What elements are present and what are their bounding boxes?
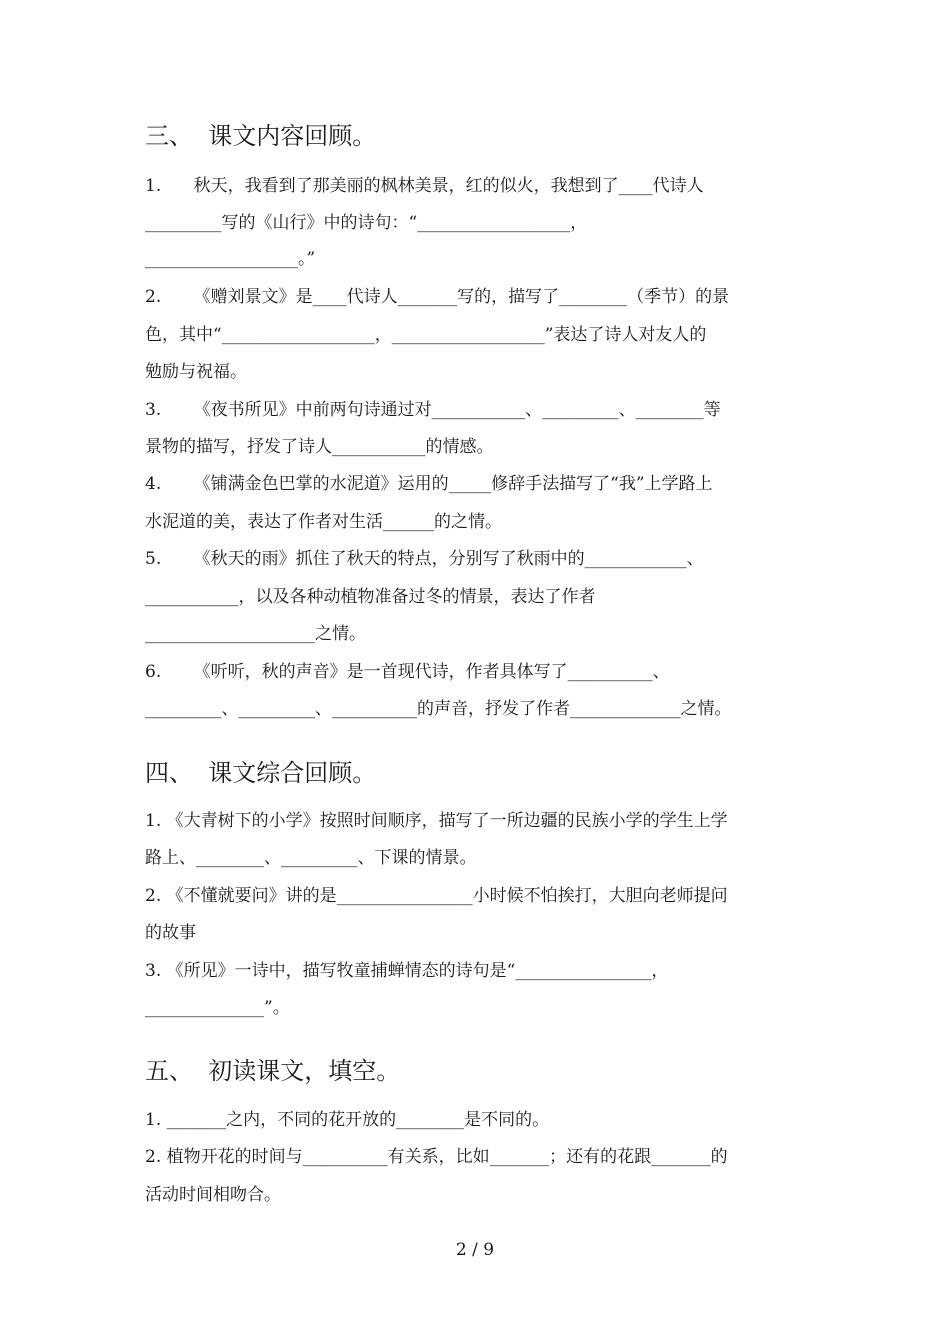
section-3-line: ____________________之情。 [145, 624, 366, 644]
section-5-title: 五、 初读课文，填空。 [145, 1057, 401, 1085]
section-3-line: ___________，以及各种动植物准备过冬的情景，表达了作者 [145, 587, 596, 607]
section-3-line: 水泥道的美，表达了作者对生活______的之情。 [145, 512, 502, 532]
section-4-line: ______________”。 [145, 998, 290, 1018]
section-3-line: _________、_________、__________的声音，抒发了作者_____________之情。 [145, 699, 732, 719]
section-3-line: 6. 《听听，秋的声音》是一首现代诗，作者具体写了__________、 [145, 662, 670, 682]
section-3-line: 1. 秋天，我看到了那美丽的枫林美景，红的似火，我想到了____代诗人 [145, 176, 704, 196]
section-5-line: 活动时间相吻合。 [145, 1185, 281, 1205]
section-3-line: 4. 《铺满金色巴掌的水泥道》运用的_____修辞手法描写了“我”上学路上 [145, 474, 713, 494]
section-5-line: 1. _______之内，不同的花开放的________是不同的。 [145, 1110, 550, 1130]
section-5-line: 2. 植物开花的时间与__________有关系，比如_______；还有的花跟_______的 [145, 1147, 728, 1167]
section-3-line: 5. 《秋天的雨》抓住了秋天的特点，分别写了秋雨中的____________、 [145, 549, 704, 569]
section-4-line: 路上、________、_________、下课的情景。 [145, 848, 477, 868]
section-3-line: 景物的描写，抒发了诗人___________的情感。 [145, 437, 494, 457]
section-3-title: 三、 课文内容回顾。 [145, 122, 377, 150]
section-3-line: _________写的《山行》中的诗句：“__________________， [145, 213, 588, 233]
section-4-title: 四、 课文综合回顾。 [145, 759, 377, 787]
section-3-line: 3. 《夜书所见》中前两句诗通过对___________、_________、________等 [145, 400, 721, 420]
section-3-line: 色，其中“__________________，__________________”表达了诗人对友人的 [145, 325, 707, 345]
page-number: 2 / 9 [455, 1240, 495, 1260]
section-3-line: 勉励与祝福。 [145, 362, 247, 382]
section-3-line: 2. 《赠刘景文》是____代诗人_______写的，描写了________（季节）的景 [145, 287, 730, 307]
section-3-line: __________________。” [145, 249, 316, 269]
section-4-line: 2. 《不懂就要问》讲的是________________小时候不怕挨打，大胆向老师提问 [145, 886, 728, 906]
section-4-line: 的故事 [145, 923, 196, 943]
section-4-line: 1. 《大青树下的小学》按照时间顺序，描写了一所边疆的民族小学的学生上学 [145, 811, 728, 831]
section-4-line: 3. 《所见》一诗中，描写牧童捕蝉情态的诗句是“________________， [145, 961, 669, 981]
